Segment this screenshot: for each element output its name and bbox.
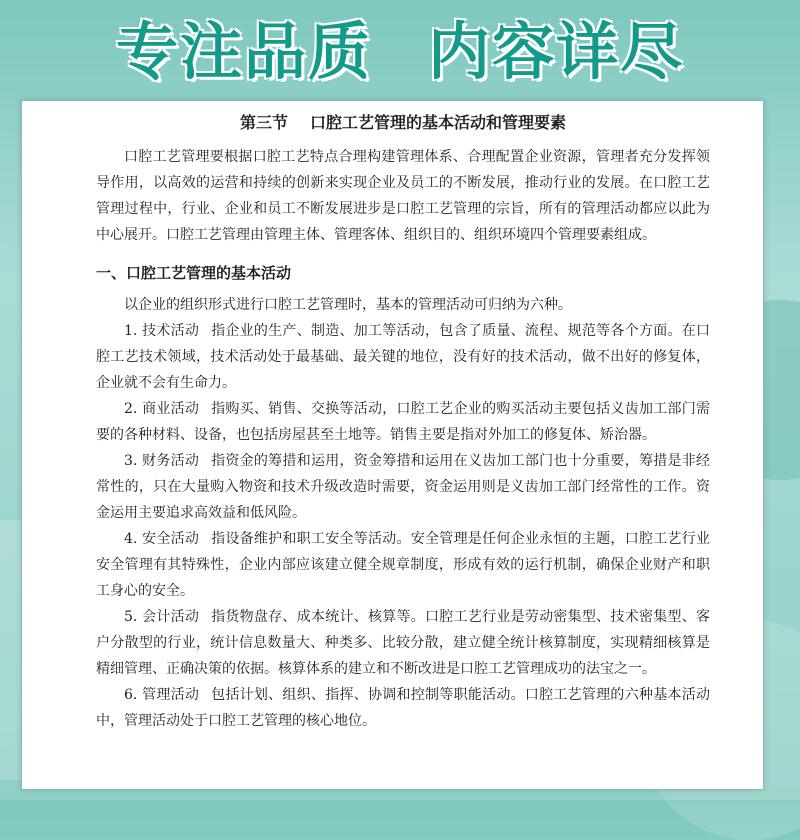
activity-text: 指设备维护和职工安全等活动。安全管理是任何企业永恒的主题，口腔工艺行业安全管理有其特殊性，企业内部应该建立健全规章制度，形成有效的运行机制，确保企业财产和职工身心的安全。: [96, 531, 711, 599]
activity-label: 2. 商业活动: [124, 401, 200, 417]
banner-left-text: 专注品质: [115, 14, 372, 88]
activity-text: 指企业的生产、制造、加工等活动，包含了质量、流程、规范等各个方面。在口腔工艺技术领域，技术活动处于最基础、最关键的地位，没有好的技术活动，做不出好的修复体，企业就不会有生命力。: [96, 323, 711, 391]
activity-text: 包括计划、组织、指挥、协调和控制等职能活动。口腔工艺管理的六种基本活动中，管理活动处于口腔工艺管理的核心地位。: [96, 687, 711, 729]
activity-text: 指购买、销售、交换等活动，口腔工艺企业的购买活动主要包括义齿加工部门需要的各种材料、设备，也包括房屋甚至土地等。销售主要是指对外加工的修复体、矫治器。: [96, 401, 711, 443]
activity-item: [96, 604, 710, 682]
subsection-lead: 以企业的组织形式进行口腔工艺管理时，基本的管理活动可归纳为六种。: [124, 297, 572, 313]
activity-label: 6. 管理活动: [124, 687, 200, 703]
activity-label: 5. 会计活动: [124, 609, 200, 625]
promo-banner: [0, 0, 800, 92]
activity-item: [96, 396, 710, 448]
document-content: [96, 112, 710, 734]
activity-text: 指货物盘存、成本统计、核算等。口腔工艺行业是劳动密集型、技术密集型、客户分散型的行业，统计信息数量大、种类多、比较分散，建立健全统计核算制度，实现精细核算是精细管理、正确决策的依据。核算体系的建立和不断改进是口腔工艺管理成功的法宝之一。: [96, 609, 711, 677]
section-number: 第三节: [239, 113, 288, 132]
intro-paragraph: 口腔工艺管理要根据口腔工艺特点合理构建管理体系、合理配置企业资源，管理者充分发挥领导作用，以高效的运营和持续的创新来实现企业及员工的不断发展，推动行业的发展。在口腔工艺管理过程中，行业、企业和员工不断发展进步是口腔工艺管理的宗旨，所有的管理活动都应以此为中心展开。口腔工艺管理由管理主体、管理客体、组织目的、组织环境四个管理要素组成。: [96, 149, 710, 243]
banner-right-text: 内容详尽: [428, 14, 685, 88]
section-title: 口腔工艺管理的基本活动和管理要素: [310, 113, 567, 132]
activity-item: [96, 682, 710, 734]
subsection-heading: 一、口腔工艺管理的基本活动: [96, 264, 292, 282]
activity-item: [96, 526, 710, 604]
section-heading: [96, 112, 710, 134]
activity-label: 1. 技术活动: [124, 323, 200, 339]
activity-label: 4. 安全活动: [124, 531, 200, 547]
activity-label: 3. 财务活动: [124, 453, 200, 469]
activity-item: [96, 448, 710, 526]
activity-text: 指资金的筹措和运用，资金筹措和运用在义齿加工部门也十分重要，筹措是非经常性的，只在大量购入物资和技术升级改造时需要，资金运用则是义齿加工部门经常性的工作。资金运用主要追求高效益和低风险。: [96, 453, 711, 521]
activity-item: [96, 318, 710, 396]
